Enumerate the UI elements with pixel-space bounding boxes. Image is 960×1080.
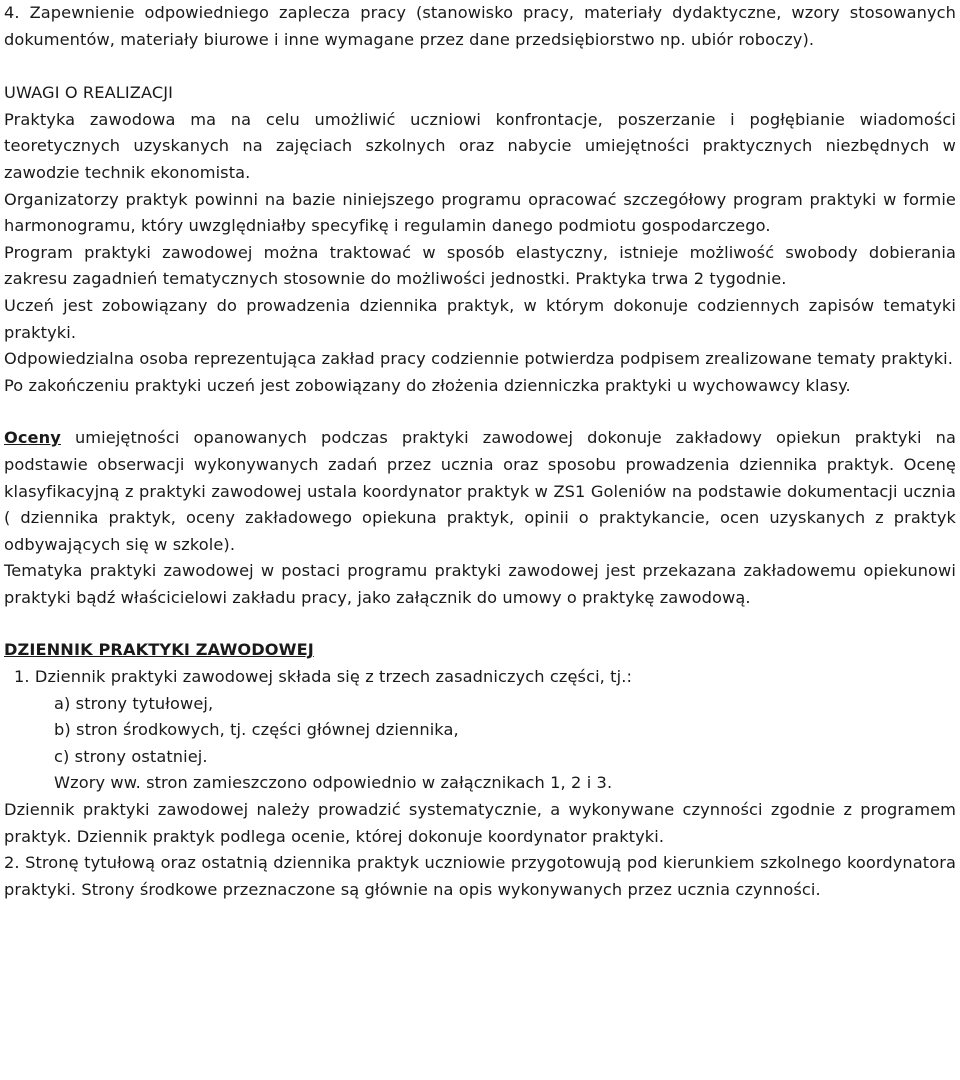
document-page [4,0,956,903]
uwagi-paragraph-5: Odpowiedzialna osoba reprezentująca zakład pracy codziennie potwierdza podpisem zrealizowane tematy praktyki. [4,349,954,369]
dziennik-item-2: 2. Stronę tytułową oraz ostatnią dziennika praktyk uczniowie przygotowują pod kierunkiem szkolnego koordynatora praktyki. Strony środkowe przeznaczone są głównie na opis wykonywanych przez ucznia czynności. [4,853,956,899]
uwagi-heading: UWAGI O REALIZACJI [4,83,173,103]
oceny-paragraph-1-text: umiejętności opanowanych podczas praktyki zawodowej dokonuje zakładowy opiekun praktyki na podstawie obserwacji wykonywanych zadań przez ucznia oraz sposobu prowadzenia dziennika praktyk. Ocenę klasyfikacyjną z praktyki zawodowej ustala koordynator praktyk w ZS1 Goleniów na podstawie dokumentacji ucznia ( dziennika praktyk, oceny zakładowego opiekuna praktyk, opinii o praktykancie, ocen uzyskanych z praktyk odbywających się w szkole). [4,428,956,554]
intro-item-4: 4. Zapewnienie odpowiedniego zaplecza pracy (stanowisko pracy, materiały dydaktyczne, wzory stosowanych dokumentów, materiały biurowe i inne wymagane przez dane przedsiębiorstwo np. ubiór roboczy). [4,3,956,49]
dziennik-wzory: Wzory ww. stron zamieszczono odpowiednio w załącznikach 1, 2 i 3. [54,773,613,793]
oceny-lead: Oceny [4,428,61,448]
uwagi-paragraph-1: Praktyka zawodowa ma na celu umożliwić uczniowi konfrontacje, poszerzanie i pogłębianie wiadomości teoretycznych uzyskanych na zajęciach szkolnych oraz nabycie umiejętności praktycznych niezbędnych w zawodzie technik ekonomista. [4,109,956,182]
dziennik-heading: DZIENNIK PRAKTYKI ZAWODOWEJ [4,640,314,660]
dziennik-prowadzenie: Dziennik praktyki zawodowej należy prowadzić systematycznie, a wykonywane czynności zgodnie z programem praktyk. Dziennik praktyk podlega ocenie, której dokonuje koordynator praktyki. [4,800,956,846]
spacer [4,399,956,425]
uwagi-paragraph-6: Po zakończeniu praktyki uczeń jest zobowiązany do złożenia dzienniczka praktyki u wychowawcy klasy. [4,375,851,395]
spacer [4,53,956,80]
dziennik-sub-a: a) strony tytułowej, [54,693,214,713]
uwagi-paragraph-3: Program praktyki zawodowej można traktować w sposób elastyczny, istnieje możliwość swobody dobierania zakresu zagadnień tematycznych stosownie do możliwości jednostki. Praktyka trwa 2 tygodnie. [4,242,956,289]
uwagi-paragraph-2: Organizatorzy praktyk powinni na bazie niniejszego programu opracować szczegółowy program praktyki w formie harmonogramu, który uwzględniałby specyfikę i regulamin danego podmiotu gospodarczego. [4,189,956,236]
dziennik-sub-b: b) stron środkowych, tj. części głównej dziennika, [54,720,459,740]
oceny-paragraph-2: Tematyka praktyki zawodowej w postaci programu praktyki zawodowej jest przekazana zakładowemu opiekunowi praktyki bądź właścicielowi zakładu pracy, jako załącznik do umowy o praktykę zawodową. [4,561,956,607]
dziennik-sub-c: c) strony ostatniej. [54,746,208,766]
oceny-paragraph-1 [4,425,956,558]
spacer [4,611,956,637]
uwagi-paragraph-4: Uczeń jest zobowiązany do prowadzenia dziennika praktyk, w którym dokonuje codziennych zapisów tematyki praktyki. [4,295,956,342]
dziennik-item-1: 1. Dziennik praktyki zawodowej składa się z trzech zasadniczych części, tj.: [14,667,633,687]
